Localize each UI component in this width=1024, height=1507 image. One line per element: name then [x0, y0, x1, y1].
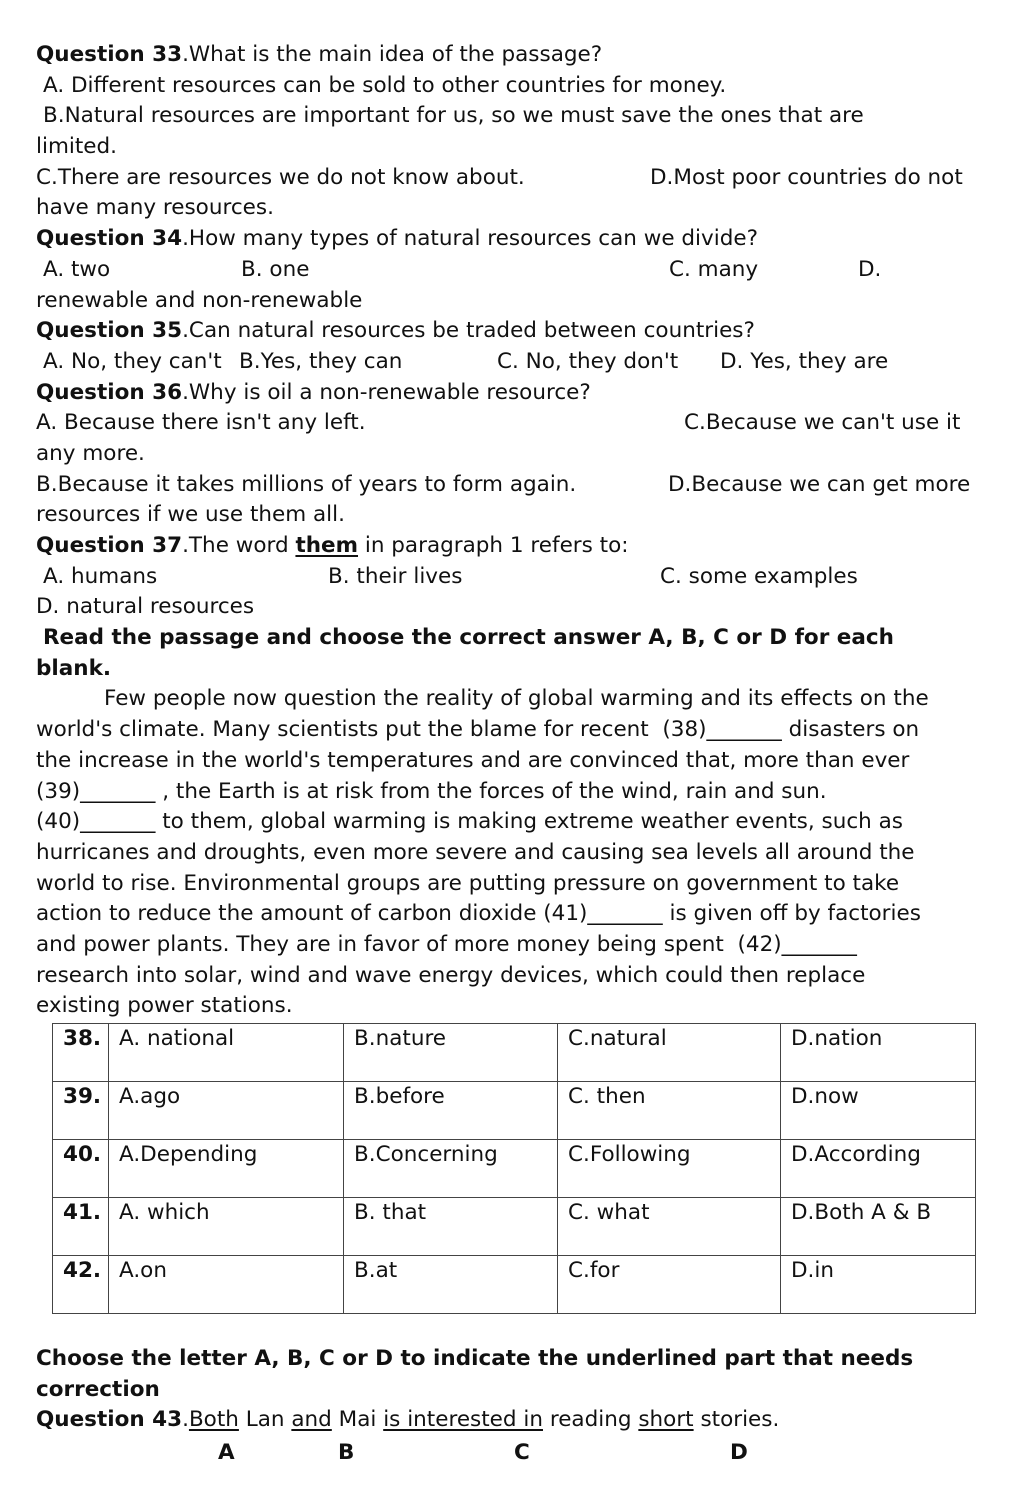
choice-d: D.Both A & B — [781, 1198, 976, 1256]
table-row — [53, 1256, 976, 1314]
letter-b: B — [338, 1440, 355, 1465]
question-37 — [36, 531, 992, 562]
option-d-cont: renewable and non-renewable — [36, 287, 363, 313]
blank-number: 42. — [53, 1256, 109, 1314]
option-a: A. Different resources can be sold to other countries for money. — [43, 72, 727, 98]
option-d: D.Because we can get more — [668, 471, 971, 497]
question-label: Question 36 — [36, 379, 183, 405]
choice-a: A.on — [109, 1256, 344, 1314]
passage-line: world to rise. Environmental groups are putting pressure on government to take — [36, 870, 900, 896]
sentence-text: stories. — [693, 1407, 780, 1433]
choice-c: C. then — [558, 1082, 781, 1140]
choice-b: B. that — [344, 1198, 558, 1256]
part-letters — [0, 1438, 1024, 1468]
section-instruction-cont: blank. — [36, 655, 112, 681]
question-text: .How many types of natural resources can we divide? — [182, 226, 759, 252]
options-row — [36, 562, 992, 593]
table-row — [53, 1024, 976, 1082]
sentence-text: Mai — [331, 1407, 384, 1433]
option-d: D. Yes, they are — [720, 348, 889, 374]
question-text: .Why is oil a non-renewable resource? — [182, 379, 591, 405]
letter-c: C — [514, 1440, 530, 1465]
option-c: C. No, they don't — [497, 348, 679, 374]
table-row — [53, 1082, 976, 1140]
choice-c: C. what — [558, 1198, 781, 1256]
options-row — [36, 255, 992, 286]
question-text-end: in paragraph 1 refers to: — [358, 533, 629, 558]
choice-b: B.at — [344, 1256, 558, 1314]
passage-line: research into solar, wind and wave energy devices, which could then replace — [36, 962, 866, 988]
option-d-cont: have many resources. — [36, 195, 274, 221]
options-row — [36, 470, 992, 501]
question-33 — [36, 40, 992, 71]
choice-c: C.Following — [558, 1140, 781, 1198]
passage-line: world's climate. Many scientists put the blame for recent (38)_______ disasters on — [36, 717, 920, 743]
option-b: B. one — [241, 256, 310, 282]
section-instruction: Choose the letter A, B, C or D to indicate the underlined part that needs — [36, 1346, 914, 1371]
option-a: A. Because there isn't any left. — [36, 410, 366, 436]
underlined-part-a: Both — [188, 1407, 239, 1433]
option-c: C. many — [669, 256, 759, 282]
choice-a: A.Depending — [109, 1140, 344, 1198]
question-label: Question 35 — [36, 318, 183, 344]
table-row — [53, 1198, 976, 1256]
question-text: .Can natural resources be traded between countries? — [182, 318, 755, 344]
passage-line: existing power stations. — [36, 993, 293, 1019]
underlined-part-c: is interested in — [383, 1407, 543, 1433]
passage-line: (40)_______ to them, global warming is making extreme weather events, such as — [36, 809, 903, 835]
option-c: C. some examples — [660, 563, 858, 589]
choice-d: D.nation — [781, 1024, 976, 1082]
question-label: Question 37 — [36, 533, 183, 558]
question-34 — [36, 224, 992, 255]
choice-a: A.ago — [109, 1082, 344, 1140]
worksheet — [36, 40, 992, 1022]
question-dot: . — [182, 1407, 189, 1433]
option-b: B.Natural resources are important for us, so we must save the ones that are — [43, 103, 864, 129]
options-row — [36, 163, 992, 194]
section-instruction-cont: correction — [36, 1376, 160, 1402]
question-text: .The word — [182, 533, 296, 558]
answer-choices-table — [52, 1023, 976, 1314]
passage-line: Few people now question the reality of global warming and its effects on the — [104, 686, 929, 712]
question-text: .What is the main idea of the passage? — [182, 42, 603, 67]
choice-d: D.According — [781, 1140, 976, 1198]
underlined-part-b: and — [291, 1407, 332, 1433]
passage-line: and power plants. They are in favor of more money being spent (42)_______ — [36, 931, 857, 957]
passage-line: action to reduce the amount of carbon dioxide (41)_______ is given off by factories — [36, 901, 921, 927]
option-d: D. — [858, 256, 882, 282]
question-label: Question 34 — [36, 226, 183, 252]
option-d-cont: resources if we use them all. — [36, 502, 345, 528]
table-row — [53, 1140, 976, 1198]
blank-number: 39. — [53, 1082, 109, 1140]
passage-line: hurricanes and droughts, even more severe and causing sea levels all around the — [36, 839, 915, 865]
choice-d: D.in — [781, 1256, 976, 1314]
option-a: A. No, they can't — [43, 348, 222, 374]
sentence-text: reading — [543, 1407, 639, 1433]
choice-a: A. which — [109, 1198, 344, 1256]
question-label: Question 33 — [36, 42, 183, 67]
choice-b: B.nature — [344, 1024, 558, 1082]
option-a: A. humans — [43, 563, 158, 589]
option-d: D.Most poor countries do not — [650, 164, 963, 190]
choice-c: C.for — [558, 1256, 781, 1314]
underlined-part-d: short — [638, 1407, 694, 1433]
passage-line: the increase in the world's temperatures and are convinced that, more than ever — [36, 747, 910, 773]
blank-number: 41. — [53, 1198, 109, 1256]
option-d: D. natural resources — [36, 594, 255, 620]
option-b-cont: limited. — [36, 134, 118, 160]
letter-a: A — [218, 1440, 235, 1465]
option-c-cont: any more. — [36, 440, 145, 466]
option-c: C.Because we can't use it — [684, 410, 961, 436]
error-section — [36, 1344, 996, 1436]
choice-b: B.before — [344, 1082, 558, 1140]
blank-number: 40. — [53, 1140, 109, 1198]
choice-c: C.natural — [558, 1024, 781, 1082]
letter-d: D — [730, 1440, 748, 1465]
choice-a: A. national — [109, 1024, 344, 1082]
option-b: B. their lives — [328, 563, 463, 589]
question-36 — [36, 378, 992, 409]
question-label: Question 43 — [36, 1407, 183, 1433]
option-b: B.Yes, they can — [239, 348, 403, 374]
option-c: C.There are resources we do not know about. — [36, 164, 525, 190]
options-row — [36, 408, 992, 439]
question-35 — [36, 316, 992, 347]
options-row — [36, 347, 992, 378]
choice-b: B.Concerning — [344, 1140, 558, 1198]
option-a: A. two — [43, 256, 111, 282]
sentence-text: Lan — [238, 1407, 292, 1433]
passage-line: (39)_______ , the Earth is at risk from the forces of the wind, rain and sun. — [36, 778, 827, 804]
question-43 — [36, 1405, 996, 1436]
underlined-keyword: them — [295, 533, 359, 558]
choice-d: D.now — [781, 1082, 976, 1140]
blank-number: 38. — [53, 1024, 109, 1082]
option-b: B.Because it takes millions of years to form again. — [36, 471, 577, 497]
section-instruction: Read the passage and choose the correct answer A, B, C or D for each — [43, 625, 894, 651]
